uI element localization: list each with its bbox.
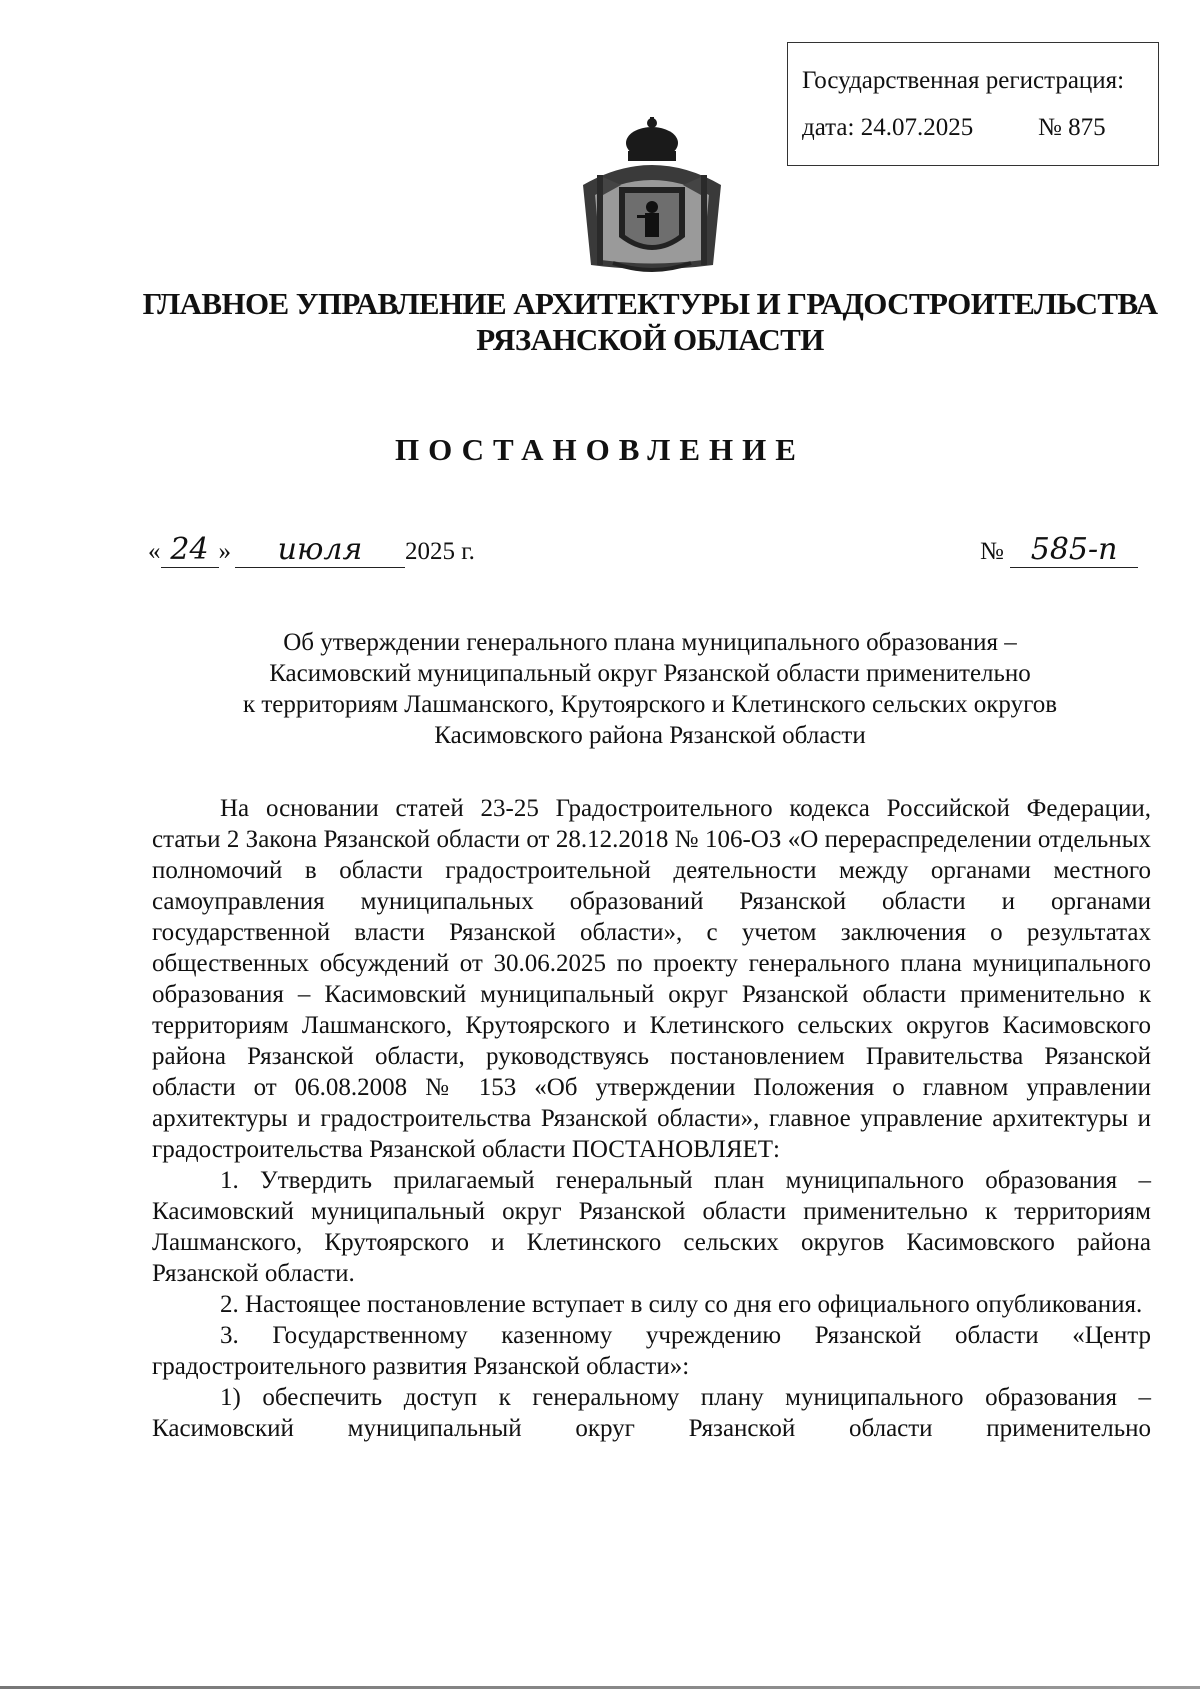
date-close-quote: » (218, 538, 231, 565)
subject-line-4: Касимовского района Рязанской области (434, 722, 866, 749)
item-3-1-paragraph: 1) обеспечить доступ к генеральному плану муниципального образования – Касимовский муниципальный округ Рязанской области применительно (152, 1384, 1151, 1442)
number-label: № (980, 538, 1004, 565)
organization-line-1: ГЛАВНОЕ УПРАВЛЕНИЕ АРХИТЕКТУРЫ И ГРАДОСТРОИТЕЛЬСТВА (142, 286, 1158, 321)
item-2-paragraph: 2. Настоящее постановление вступает в силу со дня его официального опубликования. (220, 1291, 1143, 1318)
page-bottom-edge (0, 1686, 1200, 1689)
number-value: 585-п (1010, 532, 1138, 568)
subject-line-2: Касимовский муниципальный округ Рязанской области применительно (269, 660, 1031, 687)
coat-of-arms-icon (573, 115, 731, 277)
registration-stamp (787, 42, 1159, 166)
organization-name (100, 286, 1200, 358)
registration-date: дата: 24.07.2025 (802, 114, 974, 141)
document-type: ПОСТАНОВЛЕНИЕ (395, 432, 805, 467)
document-body (152, 793, 1151, 1444)
item-3-paragraph: 3. Государственному казенному учреждению Рязанской области «Центр градостроительного развития Рязанской области»: (152, 1322, 1151, 1380)
date-open-quote: « (148, 538, 161, 565)
document-subject (150, 627, 1150, 751)
organization-line-2: РЯЗАНСКОЙ ОБЛАСТИ (476, 322, 824, 357)
registration-number: № 875 (1038, 114, 1106, 141)
document-number (980, 532, 1138, 568)
date-year: 2025 г. (405, 538, 475, 565)
item-1-paragraph: 1. Утвердить прилагаемый генеральный план муниципального образования – Касимовский муниципальный округ Рязанской области применительно к территориям Лашманского, Крутоярского и Клетинского сельских округов Касимовского района Рязанской области. (152, 1167, 1151, 1287)
registration-title: Государственная регистрация: (802, 67, 1125, 94)
date-day: 24 (161, 532, 219, 568)
subject-line-3: к территориям Лашманского, Крутоярского и Клетинского сельских округов (242, 691, 1058, 718)
date-month: июля (235, 532, 405, 568)
document-date (148, 532, 475, 568)
preamble-paragraph: На основании статей 23-25 Градостроительного кодекса Российской Федерации, статьи 2 Закона Рязанской области от 28.12.2018 № 106-ОЗ «О перераспределении отдельных полномочий в области градостроительной деятельности между органами местного самоуправления муниципальных образований Рязанской области и органами государственной власти Рязанской области», с учетом заключения о результатах общественных обсуждений от 30.06.2025 по проекту генерального плана муниципального образования – Касимовский муниципальный округ Рязанской области применительно к территориям Лашманского, Крутоярского и Клетинского сельских округов Касимовского района Рязанской области, руководствуясь постановлением Правительства Рязанской области от 06.08.2008 № 153 «Об утверждении Положения о главном управлении архитектуры и градостроительства Рязанской области», главное управление архитектуры и градостроительства Рязанской области ПОСТАНОВЛЯЕТ: (152, 795, 1151, 1163)
subject-line-1: Об утверждении генерального плана муниципального образования – (283, 629, 1017, 656)
